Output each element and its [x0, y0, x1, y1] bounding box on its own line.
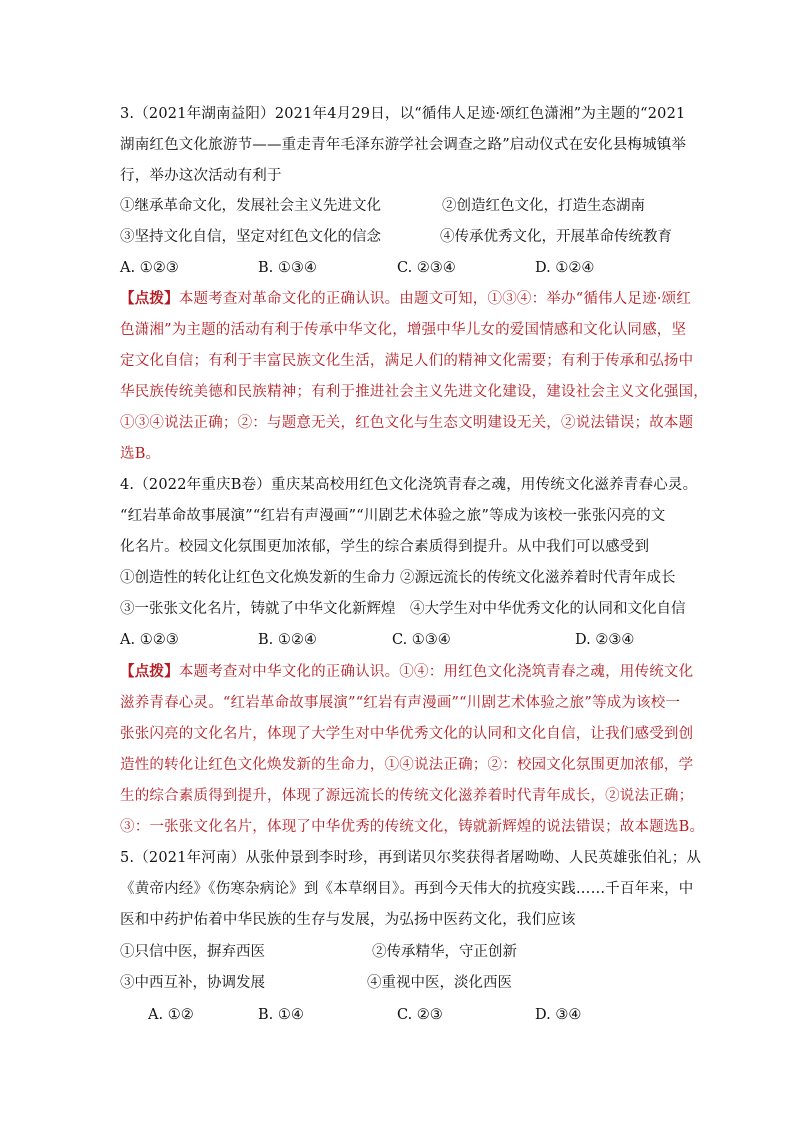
- q3-comment-line-6: 选B。: [120, 446, 161, 462]
- q3-choice-b: B. ①③④: [258, 260, 317, 276]
- q5-choice-c: C. ②③: [397, 1007, 443, 1023]
- q3-stem-line-1: 3.（2021年湖南益阳）2021年4月29日，以“循伟人足迹·颂红色潇湘”为主题的“2021: [120, 106, 686, 122]
- q4-stem-line-2: “红岩革命故事展演”“红岩有声漫画”“川剧艺术体验之旅”等成为该校一张张闪亮的文: [120, 508, 666, 524]
- q4-comment-line-4: 造性的转化让红色文化焕发新的生命力，①④说法正确；②：校园文化氛围更加浓郁，学: [120, 757, 694, 773]
- q3-stem-line-3: 行，举办这次活动有利于: [120, 168, 282, 184]
- q5-item-4: ④重视中医，淡化西医: [367, 975, 512, 991]
- q3-comment-tag: 【点拨】: [120, 290, 179, 307]
- q4-choice-a: A. ①②③: [120, 632, 179, 648]
- q3-choice-d: D. ①②④: [535, 260, 595, 276]
- q4-item-3: ③一张张文化名片，铸就了中华文化新辉煌: [120, 601, 396, 617]
- q3-comment-line-4: 华民族传统美德和民族精神；有利于推进社会主义先进文化建设，建设社会主义文化强国，: [120, 384, 708, 400]
- q4-choice-b: B. ①②④: [258, 632, 317, 648]
- q5-stem-line-1: 5.（2021年河南）从张仲景到李时珍，再到诺贝尔奖获得者屠呦呦、人民英雄张伯礼；从: [120, 850, 702, 866]
- q3-comment-text-1: 本题考查对革命文化的正确认识。由题文可知，①③④：举办“循伟人足迹·颂红: [178, 291, 692, 307]
- q4-comment-line-5: 生的综合素质得到提升，体现了源远流长的传统文化滋养着时代青年成长，②说法正确；: [120, 788, 694, 804]
- q3-item-1: ①继承革命文化，发展社会主义先进文化: [120, 198, 381, 214]
- q3-comment-line-3: 定文化自信；有利于丰富民族文化生活，满足人们的精神文化需要；有利于传承和弘扬中: [120, 353, 694, 369]
- q5-choice-b: B. ①④: [258, 1007, 304, 1023]
- q5-item-1: ①只信中医，摒弃西医: [120, 944, 265, 960]
- q4-stem-line-3: 化名片。校园文化氛围更加浓郁，学生的综合素质得到提升。从中我们可以感受到: [120, 539, 650, 555]
- q5-choice-d: D. ③④: [535, 1007, 582, 1023]
- q3-item-2: ②创造红色文化，打造生态湖南: [442, 198, 645, 214]
- q4-comment-text-1: 本题考查对中华文化的正确认识。①④：用红色文化浇筑青春之魂，用传统文化: [178, 664, 694, 680]
- q4-item-2: ②源远流长的传统文化滋养着时代青年成长: [400, 570, 676, 586]
- q5-choice-a: A. ①②: [148, 1007, 194, 1023]
- q4-comment-line-3: 张张闪亮的文化名片，体现了大学生对中华优秀文化的认同和文化自信，让我们感受到创: [120, 726, 694, 742]
- q4-item-1: ①创造性的转化让红色文化焕发新的生命力: [120, 570, 396, 586]
- q3-item-3: ③坚持文化自信，坚定对红色文化的信念: [120, 229, 381, 245]
- q4-comment-tag: 【点拨】: [120, 663, 179, 680]
- q4-choice-d: D. ②③④: [575, 632, 635, 648]
- q5-stem-line-3: 医和中药护佑着中华民族的生存与发展，为弘扬中医药文化，我们应该: [120, 912, 576, 928]
- q3-comment-line-2: 色潇湘”为主题的活动有利于传承中华文化，增强中华儿女的爱国情感和文化认同感，坚: [120, 322, 687, 338]
- q4-comment-line-1: [120, 662, 693, 682]
- q4-item-4: ④大学生对中华优秀文化的认同和文化自信: [410, 601, 686, 617]
- q3-comment-line-5: ①③④说法正确；②：与题意无关，红色文化与生态文明建设无关，②说法错误；故本题: [120, 415, 694, 431]
- q4-comment-line-2: 滋养青春心灵。“红岩革命故事展演”“红岩有声漫画”“川剧艺术体验之旅”等成为该校一: [120, 695, 681, 711]
- q5-stem-line-2: 《黄帝内经》《伤寒杂病论》到《本草纲目》。再到今天伟大的抗疫实践……千百年来，中: [120, 881, 694, 897]
- q3-stem-line-2: 湖南红色文化旅游节——重走青年毛泽东游学社会调查之路”启动仪式在安化县梅城镇举: [120, 137, 687, 153]
- q4-choice-c: C. ①③④: [392, 632, 451, 648]
- q3-choice-c: C. ②③④: [397, 260, 456, 276]
- q4-comment-line-6: ③：一张张文化名片，体现了中华优秀的传统文化，铸就新辉煌的说法错误；故本题选B。: [120, 819, 705, 835]
- q5-item-2: ②传承精华，守正创新: [372, 944, 517, 960]
- q4-stem-line-1: 4.（2022年重庆B卷）重庆某高校用红色文化浇筑青春之魂，用传统文化滋养青春心灵。: [120, 477, 698, 493]
- q3-item-4: ④传承优秀文化，开展革命传统教育: [440, 229, 672, 245]
- q5-item-3: ③中西互补，协调发展: [120, 975, 265, 991]
- q3-comment-line-1: [120, 289, 691, 309]
- q3-choice-a: A. ①②③: [120, 260, 179, 276]
